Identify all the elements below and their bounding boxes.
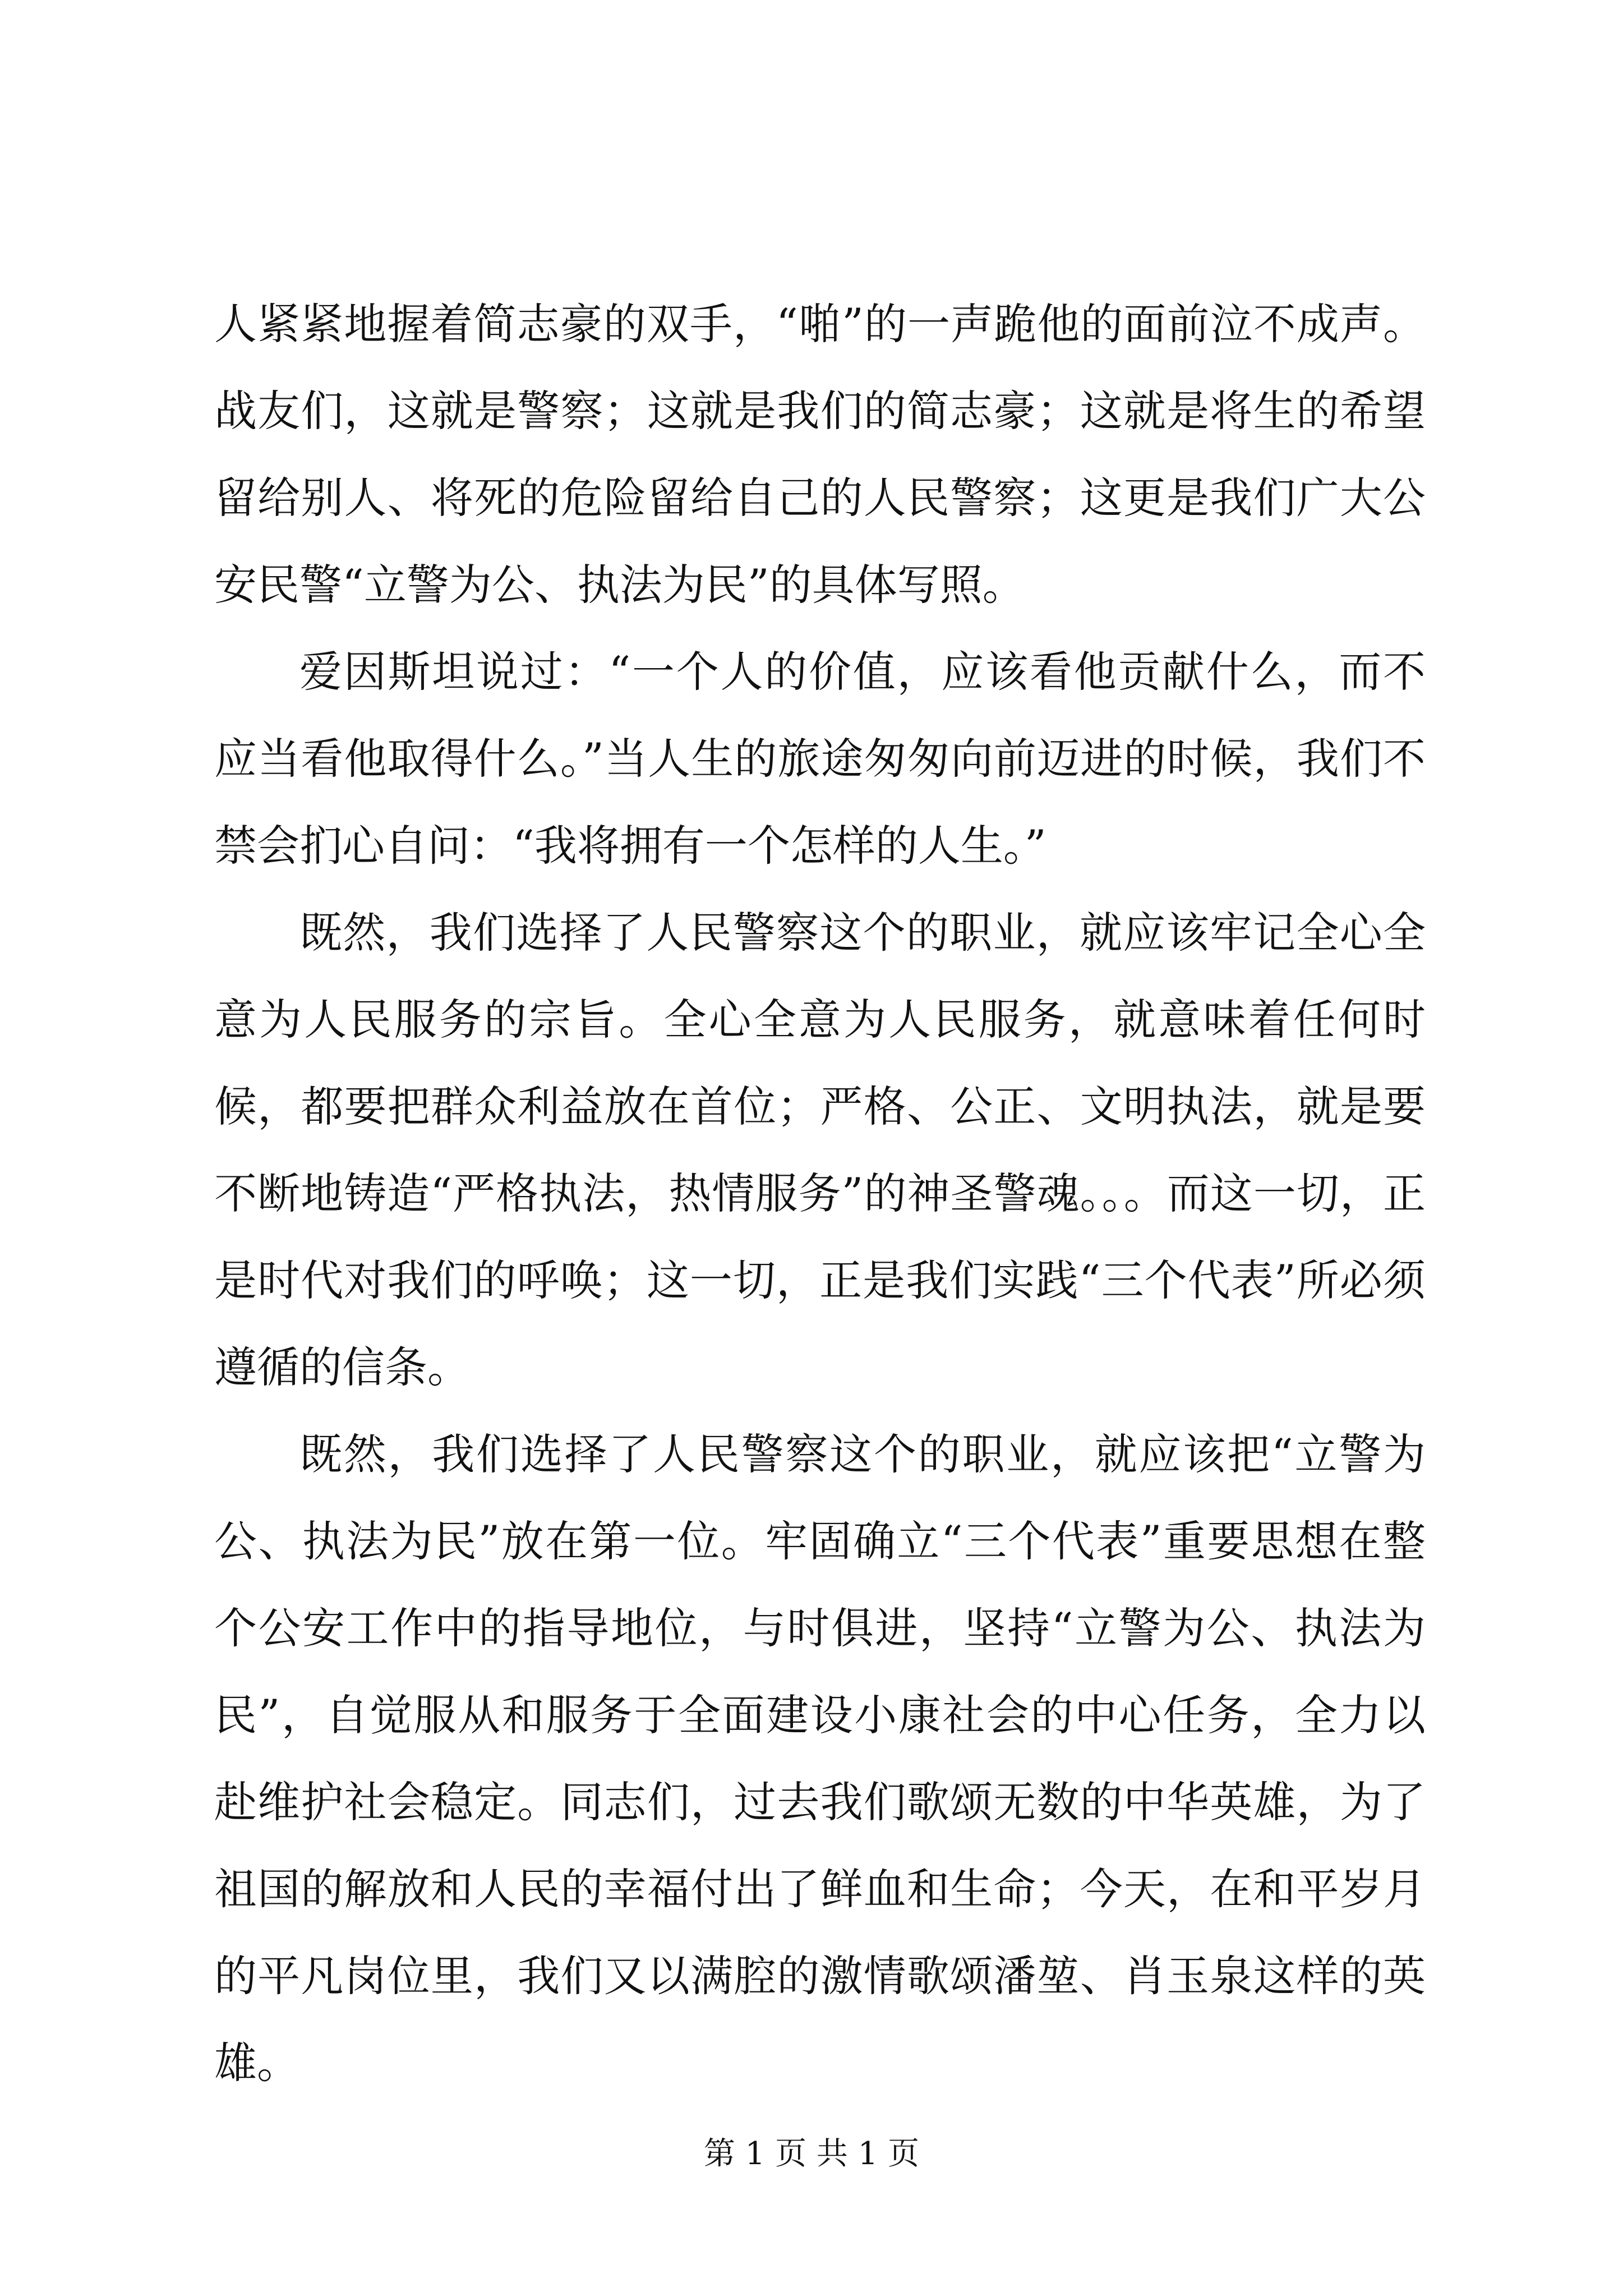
document-body	[214, 280, 1426, 2106]
paragraph-2: 爱因斯坦说过：“一个人的价值，应该看他贡献什么，而不应当看他取得什么。”当人生的旅途匆匆向前迈进的时候，我们不禁会扪心自问：“我将拥有一个怎样的人生。”	[214, 647, 1426, 871]
paragraph-4: 既然，我们选择了人民警察这个的职业，就应该把“立警为公、执法为民”放在第一位。牢固确立“三个代表”重要思想在整个公安工作中的指导地位，与时俱进，坚持“立警为公、执法为民”，自觉服从和服务于全面建设小康社会的中心任务，全力以赴维护社会稳定。同志们，过去我们歌颂无数的中华英雄，为了祖国的解放和人民的幸福付出了鲜血和生命；今天，在和平岁月的平凡岗位里，我们又以满腔的激情歌颂潘堃、肖玉泉这样的英雄。	[214, 1429, 1426, 2088]
paragraph-1: 人紧紧地握着简志豪的双手，“啪”的一声跪他的面前泣不成声。战友们，这就是警察；这就是我们的简志豪；这就是将生的希望留给别人、将死的危险留给自己的人民警察；这更是我们广大公安民警“立警为公、执法为民”的具体写照。	[214, 299, 1426, 610]
paragraph-3: 既然，我们选择了人民警察这个的职业，就应该牢记全心全意为人民服务的宗旨。全心全意为人民服务，就意味着任何时候，都要把群众利益放在首位；严格、公正、文明执法，就是要不断地铸造“严格执法，热情服务”的神圣警魂。。。而这一切，正是时代对我们的呼唤；这一切，正是我们实践“三个代表”所必须遵循的信条。	[214, 908, 1426, 1392]
page-footer: 第 1 页 共 1 页	[703, 2136, 920, 2172]
